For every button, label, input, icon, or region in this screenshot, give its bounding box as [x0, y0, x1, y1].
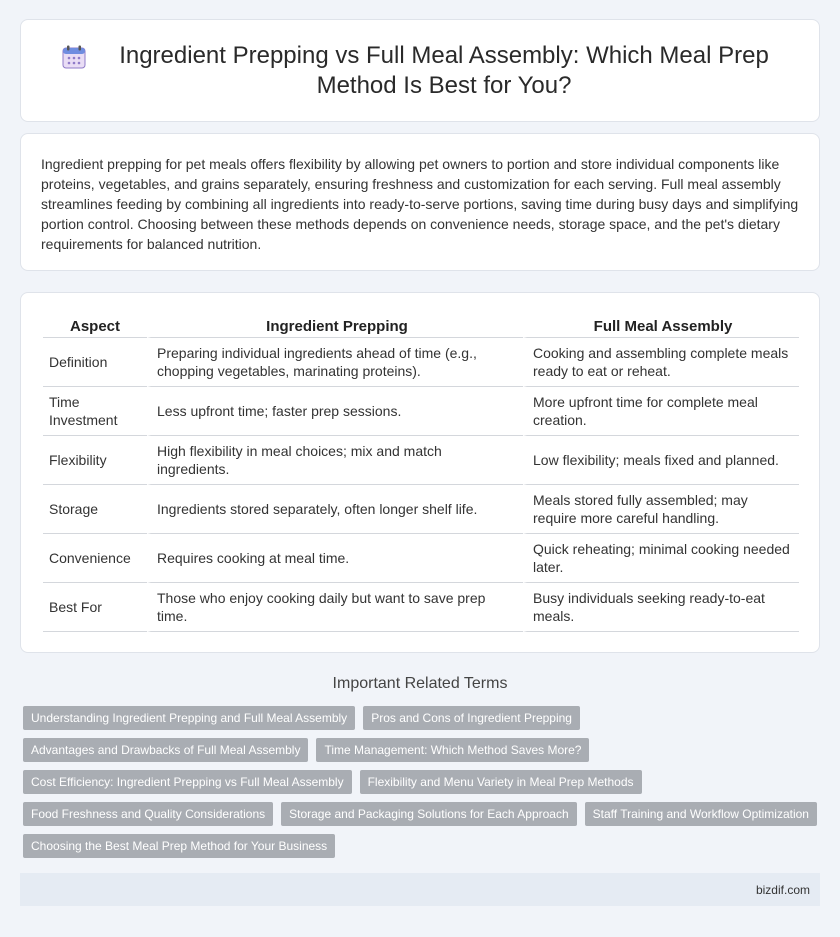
table-row	[43, 583, 799, 632]
related-term-link[interactable]: Storage and Packaging Solutions for Each Approach	[281, 802, 577, 826]
table-row	[43, 436, 799, 485]
table-header-row	[43, 313, 799, 338]
row-ingredient-prepping: Less upfront time; faster prep sessions.	[147, 387, 523, 436]
row-full-meal-assembly: Cooking and assembling complete meals ready to eat or reheat.	[523, 338, 799, 387]
related-term-link[interactable]: Advantages and Drawbacks of Full Meal Assembly	[23, 738, 308, 762]
row-aspect: Flexibility	[43, 436, 147, 485]
title-card	[20, 19, 820, 122]
row-aspect: Best For	[43, 583, 147, 632]
row-aspect: Definition	[43, 338, 147, 387]
intro-paragraph: Ingredient prepping for pet meals offers flexibility by allowing pet owners to portion and store individual components like proteins, vegetables, and grains separately, ensuring freshness and customization for each serving. Full meal assembly streamlines feeding by combining all ingredients into ready-to-serve portions, saving time during busy days and simplifying portion control. Choosing between these methods depends on convenience needs, storage space, and the pet's dietary requirements for balanced nutrition.	[41, 156, 799, 252]
row-full-meal-assembly: Low flexibility; meals fixed and planned.	[523, 436, 799, 485]
row-ingredient-prepping: High flexibility in meal choices; mix and match ingredients.	[147, 436, 523, 485]
table-row	[43, 338, 799, 387]
related-term-link[interactable]: Pros and Cons of Ingredient Prepping	[363, 706, 580, 730]
header-full-meal-assembly: Full Meal Assembly	[523, 313, 799, 338]
related-term-link[interactable]: Food Freshness and Quality Considerations	[23, 802, 273, 826]
row-full-meal-assembly: More upfront time for complete meal creation.	[523, 387, 799, 436]
related-terms-heading: Important Related Terms	[332, 675, 508, 692]
row-ingredient-prepping: Preparing individual ingredients ahead of time (e.g., chopping vegetables, marinating proteins).	[147, 338, 523, 387]
related-terms-list	[23, 706, 823, 858]
related-term-link[interactable]: Choosing the Best Meal Prep Method for Your Business	[23, 834, 335, 858]
comparison-card	[20, 292, 820, 653]
table-row	[43, 485, 799, 534]
row-full-meal-assembly: Meals stored fully assembled; may require more careful handling.	[523, 485, 799, 534]
row-full-meal-assembly: Quick reheating; minimal cooking needed later.	[523, 534, 799, 583]
related-term-link[interactable]: Cost Efficiency: Ingredient Prepping vs Full Meal Assembly	[23, 770, 352, 794]
row-full-meal-assembly: Busy individuals seeking ready-to-eat meals.	[523, 583, 799, 632]
footer	[20, 873, 820, 906]
related-term-link[interactable]: Time Management: Which Method Saves More?	[316, 738, 589, 762]
header-ingredient-prepping: Ingredient Prepping	[147, 313, 523, 338]
calendar-icon	[61, 44, 87, 70]
page-title: Ingredient Prepping vs Full Meal Assembly: Which Meal Prep Method Is Best for You?	[119, 41, 769, 99]
footer-site-link[interactable]: bizdif.com	[755, 883, 810, 897]
row-ingredient-prepping: Requires cooking at meal time.	[147, 534, 523, 583]
header-aspect: Aspect	[43, 313, 147, 338]
title-wrap	[21, 20, 819, 121]
table-row	[43, 534, 799, 583]
row-aspect: Storage	[43, 485, 147, 534]
row-aspect: Convenience	[43, 534, 147, 583]
row-aspect: Time Investment	[43, 387, 147, 436]
related-term-link[interactable]: Staff Training and Workflow Optimization	[585, 802, 817, 826]
row-ingredient-prepping: Those who enjoy cooking daily but want to save prep time.	[147, 583, 523, 632]
table-row	[43, 387, 799, 436]
row-ingredient-prepping: Ingredients stored separately, often longer shelf life.	[147, 485, 523, 534]
related-term-link[interactable]: Understanding Ingredient Prepping and Full Meal Assembly	[23, 706, 355, 730]
related-term-link[interactable]: Flexibility and Menu Variety in Meal Prep Methods	[360, 770, 642, 794]
intro-card	[20, 133, 820, 271]
comparison-table	[43, 313, 799, 632]
